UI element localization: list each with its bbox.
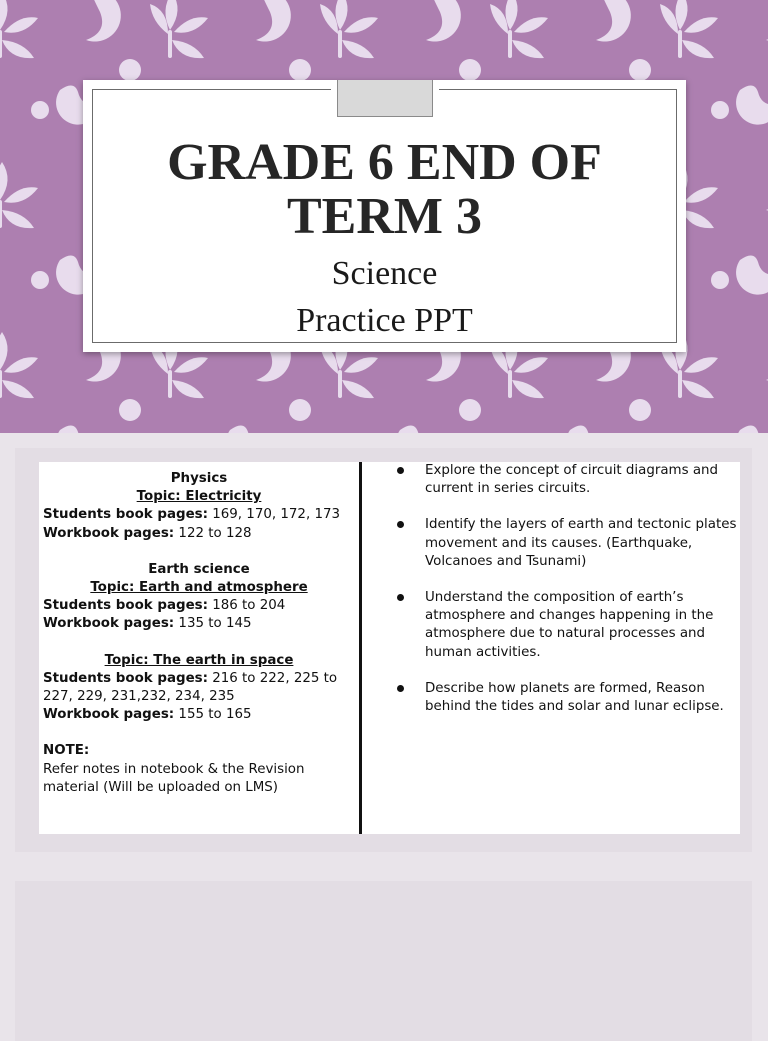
earth-wb-label: Workbook pages:: [43, 616, 175, 632]
earth-heading: Earth science: [148, 561, 250, 577]
title-card: [83, 80, 686, 352]
physics-heading: Physics: [170, 471, 228, 486]
objective-item: [397, 462, 737, 498]
objective-text: Describe how planets are formed, Reason behind the tides and solar and lunar eclipse.: [425, 680, 724, 715]
earth-sb-pages: [43, 597, 355, 615]
title-card-tab-inner: [337, 80, 433, 117]
bullet-icon: [397, 594, 404, 601]
bullet-icon: [397, 685, 404, 692]
bullet-icon: [397, 467, 404, 474]
subtitle: [83, 250, 686, 344]
subtitle-line-1: Science: [331, 255, 438, 292]
space-sb-pages: [43, 670, 355, 706]
note-label: NOTE:: [43, 743, 90, 759]
title-card-tab: [331, 80, 439, 122]
blank-slide: [15, 881, 752, 1041]
earth-wb-pages: [43, 615, 355, 633]
title-slide: [0, 0, 768, 433]
space-topic: Topic: The earth in space: [104, 652, 294, 668]
objective-text: Identify the layers of earth and tectonic plates movement and its causes. (Earthquake, Volcanoes and Tsunami): [425, 517, 737, 569]
physics-sb-label: Students book pages:: [43, 507, 208, 523]
objective-item: [397, 680, 737, 716]
note-text: Refer notes in notebook & the Revision material (Will be uploaded on LMS): [43, 761, 305, 795]
physics-wb-label: Workbook pages:: [43, 525, 175, 541]
objective-item: [397, 516, 737, 571]
space-wb-value: 155 to 165: [174, 707, 252, 723]
syllabus-slide: [15, 448, 752, 852]
space-wb-label: Workbook pages:: [43, 707, 175, 723]
physics-sb-value: 169, 170, 172, 173: [207, 507, 341, 523]
earth-topic: Topic: Earth and atmosphere: [90, 580, 308, 596]
objectives-column: [397, 462, 737, 734]
earth-sb-label: Students book pages:: [43, 598, 208, 614]
bullet-icon: [397, 521, 404, 528]
syllabus-sheet: [39, 462, 740, 834]
objective-text: Understand the composition of earth’s atmosphere and changes happening in the atmosphere due to natural processes and human activities.: [425, 590, 714, 660]
earth-wb-value: 135 to 145: [174, 616, 252, 632]
earth-sb-value: 186 to 204: [207, 598, 286, 614]
column-divider: [359, 462, 362, 834]
subtitle-line-2: Practice PPT: [296, 302, 473, 339]
space-sb-value: 216 to 222, 225 to 227, 229, 231,232, 234, 235: [43, 670, 338, 705]
syllabus-left-column: [43, 470, 355, 797]
space-sb-label: Students book pages:: [43, 670, 208, 686]
objective-item: [397, 589, 737, 662]
physics-wb-value: 122 to 128: [174, 525, 252, 541]
main-title-line-1: GRADE 6 END OF: [167, 134, 602, 191]
physics-wb-pages: [43, 525, 355, 543]
main-title: [83, 136, 686, 244]
main-title-line-2: TERM 3: [287, 188, 482, 245]
physics-sb-pages: [43, 506, 355, 524]
physics-topic: Topic: Electricity: [136, 489, 262, 505]
space-wb-pages: [43, 706, 355, 724]
objective-text: Explore the concept of circuit diagrams and current in series circuits.: [425, 463, 719, 497]
